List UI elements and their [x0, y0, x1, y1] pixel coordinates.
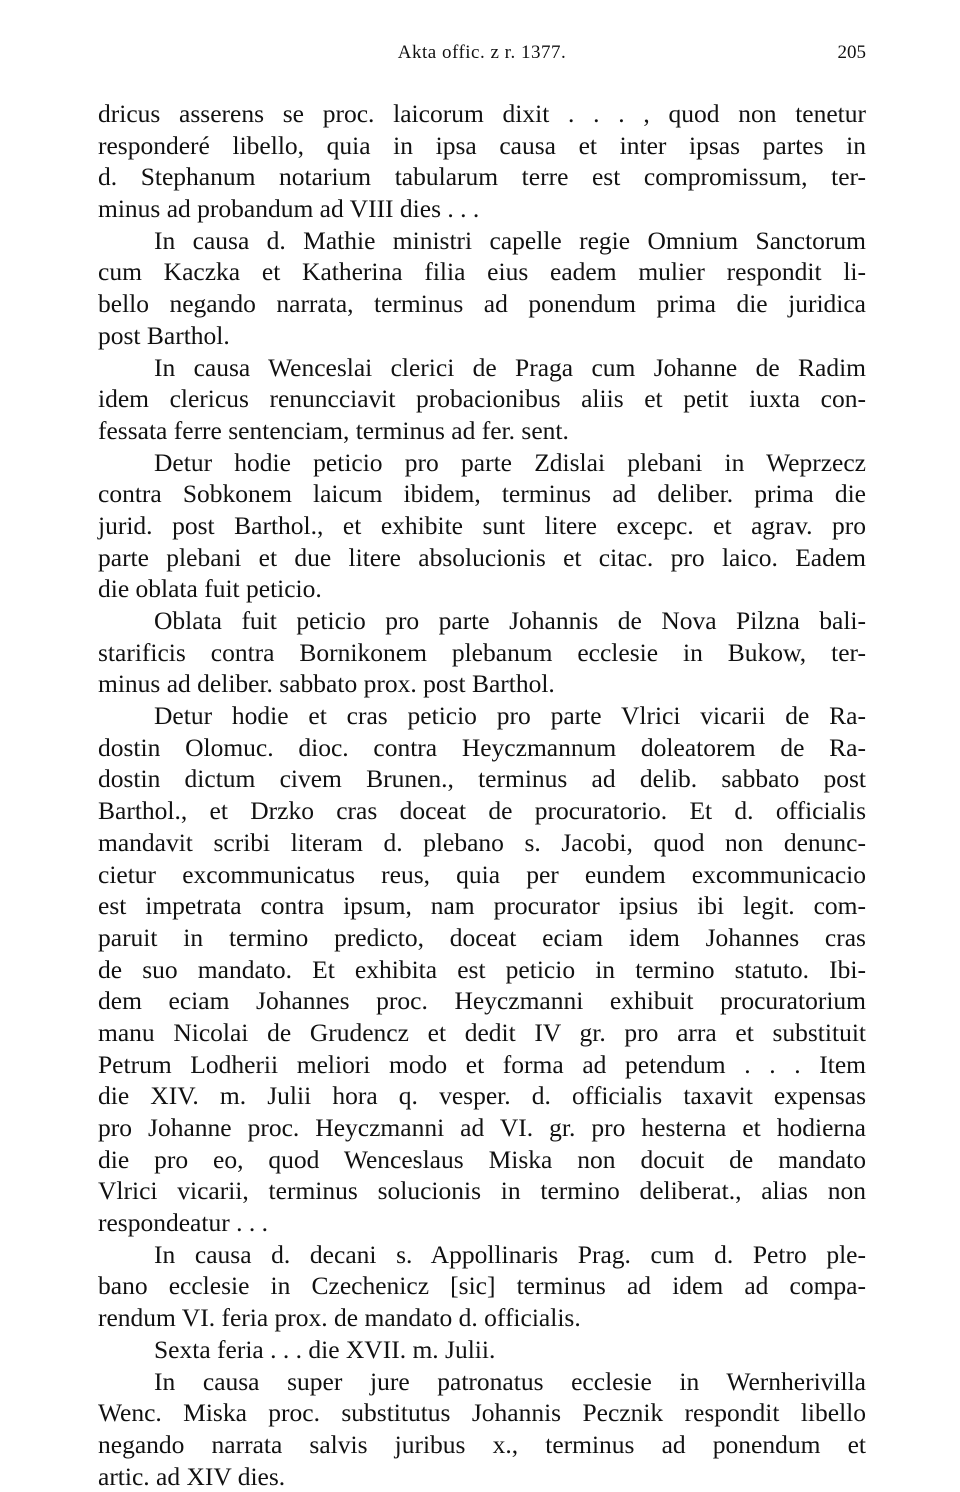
text-line: dostin Olomuc. dioc. contra Heyczmannum doleatorem de Ra-	[98, 732, 866, 762]
text-line: rendum VI. feria prox. de mandato d. officialis.	[98, 1303, 581, 1333]
text-line: fessata ferre sentenciam, terminus ad fer. sent.	[98, 415, 569, 445]
text-line: Barthol., et Drzko cras doceat de procuratorio. Et d. officialis	[98, 796, 866, 826]
text-line: est impetrata contra ipsum, nam procurator ipsius ibi legit. com-	[98, 891, 866, 921]
text-line: negando narrata salvis juribus x., terminus ad ponendum et	[98, 1429, 866, 1459]
text-line: respondeatur . . .	[98, 1208, 268, 1238]
text-line: die oblata fuit peticio.	[98, 574, 322, 604]
text-line: dostin dictum civem Brunen., terminus ad delib. sabbato post	[98, 764, 866, 794]
text-line: pro Johanne proc. Heyczmanni ad VI. gr. pro hesterna et hodierna	[98, 1113, 866, 1142]
text-line: Wenc. Miska proc. substitutus Johannis Pecznik respondit libello	[98, 1398, 866, 1428]
text-line: Sexta feria . . . die XVII. m. Julii.	[154, 1334, 496, 1364]
text-line: Petrum Lodherii meliori modo et forma ad petendum . . . Item	[98, 1049, 866, 1079]
text-line: de suo mandato. Et exhibita est peticio in termino statuto. Ibi-	[98, 954, 866, 984]
text-line: contra Sobkonem laicum ibidem, terminus ad deliber. prima die	[98, 479, 866, 509]
text-line: In causa Wenceslai clerici de Praga cum Johanne de Radim	[154, 352, 866, 382]
text-line: In causa d. decani s. Appollinaris Prag. cum d. Petro ple-	[154, 1239, 866, 1269]
text-line: Vlrici vicarii, terminus solucionis in termino deliberat., alias non	[98, 1176, 866, 1206]
text-line: jurid. post Barthol., et exhibite sunt litere excepc. et agrav. pro	[98, 510, 866, 540]
running-title: Akta offic. z r. 1377.	[397, 42, 567, 63]
text-line: parte plebani et due litere absolucionis et citac. pro laico. Eadem	[98, 542, 866, 572]
text-line: paruit in termino predicto, doceat eciam idem Johannes cras	[98, 922, 866, 952]
text-line: cum Kaczka et Katherina filia eius eadem mulier respondit li-	[98, 257, 866, 287]
text-line: mandavit scribi literam d. plebano s. Jacobi, quod non denunc-	[98, 827, 866, 857]
text-line: idem clericus renuncciavit probacionibus aliis et petit iuxta con-	[98, 384, 866, 414]
text-line: manu Nicolai de Grudencz et dedit IV gr. pro arra et substituit	[98, 1017, 866, 1047]
text-line: dricus asserens se proc. laicorum dixit . . . , quod non tenetur	[98, 99, 866, 128]
text-line: Detur hodie et cras peticio pro parte Vlrici vicarii de Ra-	[154, 701, 866, 731]
text-line: post Barthol.	[98, 320, 230, 350]
text-line: bano ecclesie in Czechenicz [sic] terminus ad idem ad compa-	[98, 1271, 866, 1301]
page-number: 205	[837, 42, 866, 63]
text-line: responderé libello, quia in ipsa causa et inter ipsas partes in	[98, 130, 866, 160]
text-line: die pro eo, quod Wenceslaus Miska non docuit de mandato	[98, 1144, 866, 1174]
text-line: d. Stephanum notarium tabularum terre est compromissum, ter-	[98, 162, 866, 192]
body-text	[98, 98, 866, 1492]
text-line: Oblata fuit peticio pro parte Johannis de Nova Pilzna bali-	[154, 606, 866, 635]
text-line: die XIV. m. Julii hora q. vesper. d. officialis taxavit expensas	[98, 1081, 866, 1111]
text-line: minus ad deliber. sabbato prox. post Barthol.	[98, 669, 555, 699]
text-line: minus ad probandum ad VIII dies . . .	[98, 194, 480, 224]
running-head	[98, 42, 866, 68]
text-line: In causa d. Mathie ministri capelle regie Omnium Sanctorum	[154, 225, 866, 255]
text-line: cietur excommunicatus reus, quia per eundem excommunicacio	[98, 859, 866, 889]
text-line: artic. ad XIV dies.	[98, 1461, 286, 1491]
text-line: In causa super jure patronatus ecclesie in Wernherivilla	[154, 1366, 866, 1396]
text-line: Detur hodie peticio pro parte Zdislai plebani in Weprzecz	[154, 447, 866, 477]
text-line: dem eciam Johannes proc. Heyczmanni exhibuit procuratorium	[98, 986, 866, 1016]
text-line: bello negando narrata, terminus ad ponendum prima die juridica	[98, 289, 866, 319]
text-line: starificis contra Bornikonem plebanum ecclesie in Bukow, ter-	[98, 637, 866, 667]
